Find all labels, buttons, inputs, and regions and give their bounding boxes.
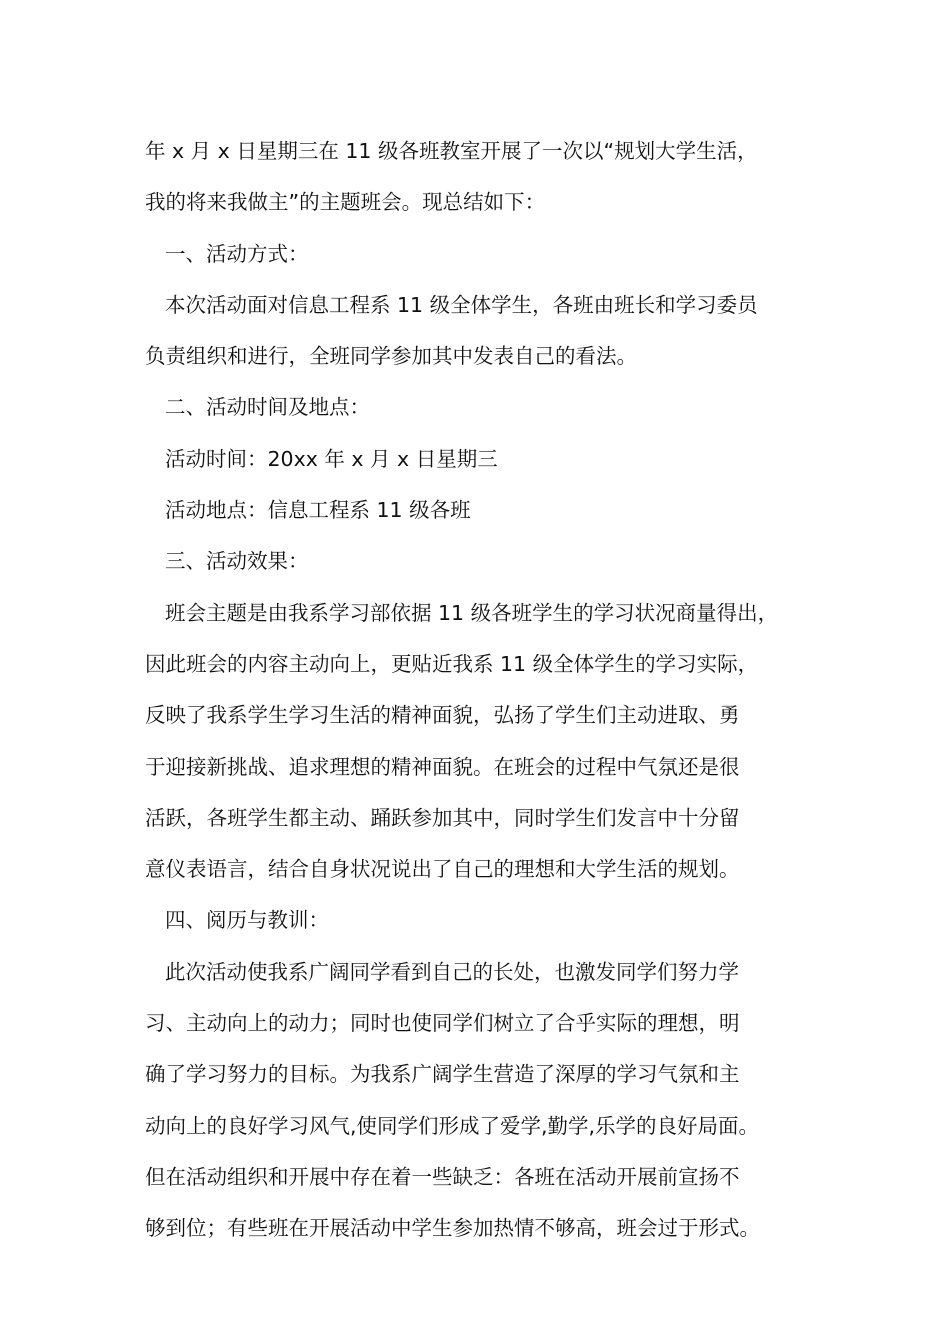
text-line: 活动地点：信息工程系 11 级各班 (165, 498, 471, 523)
text-line: 班会主题是由我系学习部依据 11 级各班学生的学习状况商量得出， (165, 600, 779, 625)
text-line: 年 x 月 x 日星期三在 11 级各班教室开展了一次以“规划大学生活， (145, 139, 758, 163)
text-line: 我的将来我做主”的主题班会。现总结如下： (145, 190, 546, 215)
text-line: 活跃，各班学生都主动、踊跃参加其中，同时学生们发言中十分留 (145, 805, 740, 830)
text-line: 习、主动向上的动力；同时也使同学们树立了合乎实际的理想，明 (145, 1011, 740, 1036)
text-line: 负责组织和进行，全班同学参加其中发表自己的看法。 (145, 344, 637, 369)
text-line: 因此班会的内容主动向上，更贴近我系 11 级全体学生的学习实际， (145, 651, 759, 676)
text-line: 但在活动组织和开展中存在着一些缺乏：各班在活动开展前宣扬不 (145, 1164, 740, 1189)
text-line: 动向上的良好学习风气,使同学们形成了爱学,勤学,乐学的良好局面。 (145, 1113, 760, 1138)
text-line: 确了学习努力的目标。为我系广阔学生营造了深厚的学习气氛和主 (145, 1062, 740, 1087)
text-line: 本次活动面对信息工程系 11 级全体学生，各班由班长和学习委员 (165, 292, 758, 317)
section-heading-activity-method: 一、活动方式： (165, 241, 309, 266)
section-heading-time-place: 二、活动时间及地点： (165, 395, 370, 420)
text-line: 意仪表语言，结合自身状况说出了自己的理想和大学生活的规划。 (145, 857, 740, 882)
section-heading-activity-effect: 三、活动效果： (165, 549, 309, 574)
text-line: 活动时间：20xx 年 x 月 x 日星期三 (165, 446, 498, 471)
text-line: 于迎接新挑战、追求理想的精神面貌。在班会的过程中气氛还是很 (145, 754, 740, 779)
text-line: 此次活动使我系广阔同学看到自己的长处，也激发同学们努力学 (165, 959, 739, 984)
text-line: 反映了我系学生学习生活的精神面貌，弘扬了学生们主动进取、勇 (145, 703, 740, 728)
document-body (145, 126, 835, 1255)
text-line: 够到位；有些班在开展活动中学生参加热情不够高，班会过于形式。 (145, 1216, 760, 1241)
section-heading-experience-lessons: 四、阅历与教训： (165, 908, 329, 933)
